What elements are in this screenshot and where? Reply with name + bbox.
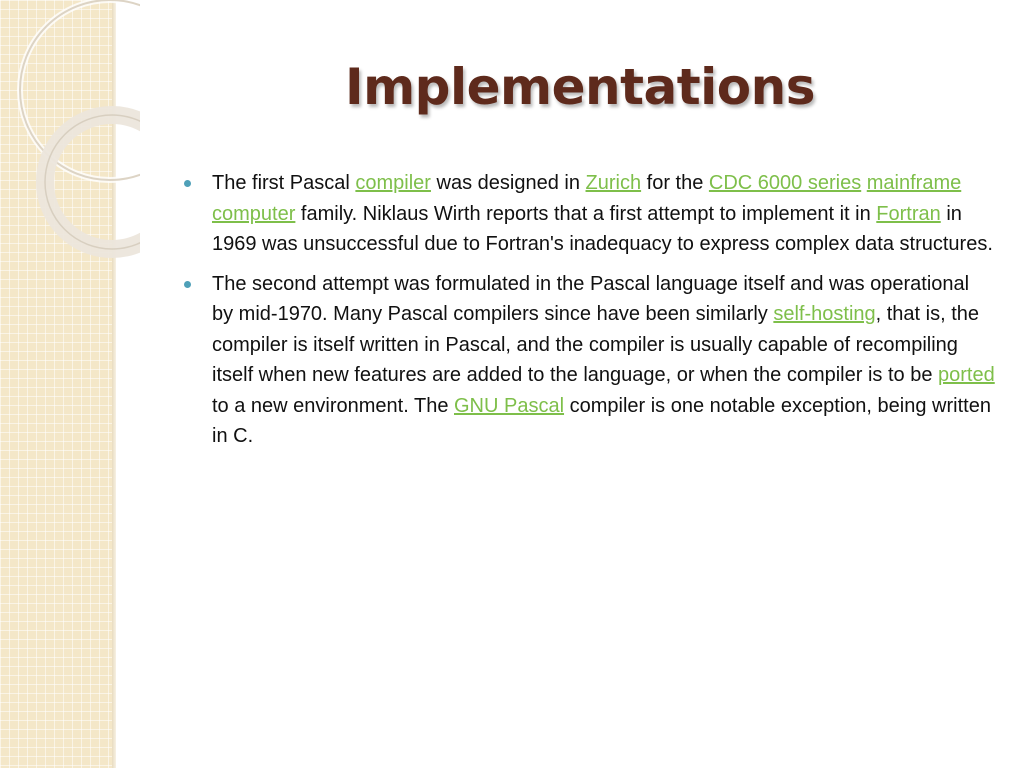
bullet-list <box>180 168 995 461</box>
link-ported[interactable]: ported <box>938 364 995 386</box>
list-item <box>180 168 995 260</box>
link-mainframe-computer[interactable]: mainframe computer <box>212 172 962 225</box>
link-gnu-pascal[interactable]: GNU Pascal <box>454 394 565 417</box>
link-self-hosting[interactable]: self-hosting <box>773 303 876 325</box>
decorative-rings <box>0 0 140 260</box>
bullet-text: family. Niklaus Wirth reports that a first attempt to implement it in <box>295 202 877 225</box>
bullet-text: to a new environment. The <box>212 394 454 417</box>
bullet-text: The second attempt was formulated in the Pascal language itself and was operational by mid-1970. Many Pascal compilers since have been similarly <box>212 272 970 325</box>
bullet-text: in 1969 was unsuccessful due to Fortran's inadequacy to express complex data structures. <box>212 202 993 255</box>
link-fortran[interactable]: Fortran <box>876 202 941 225</box>
link-zurich[interactable]: Zurich <box>585 172 642 194</box>
bullet-text: The first Pascal <box>212 172 356 194</box>
bullet-text: was designed in <box>430 172 586 194</box>
bullet-text: compiler is one notable exception, being written in C. <box>212 394 991 447</box>
link-cdc-6000-series[interactable]: CDC 6000 series <box>708 172 862 194</box>
list-item <box>180 269 995 452</box>
slide-title: Implementations <box>344 58 816 116</box>
bullet-icon <box>184 281 191 288</box>
link-compiler[interactable]: compiler <box>355 172 431 194</box>
bullet-icon <box>184 180 191 187</box>
bullet-text: for the <box>641 172 709 194</box>
bullet-text: , that is, the compiler is itself written in Pascal, and the compiler is usually capable of recompiling itself when new features are added to the language, or when the compiler is to be <box>212 303 980 386</box>
